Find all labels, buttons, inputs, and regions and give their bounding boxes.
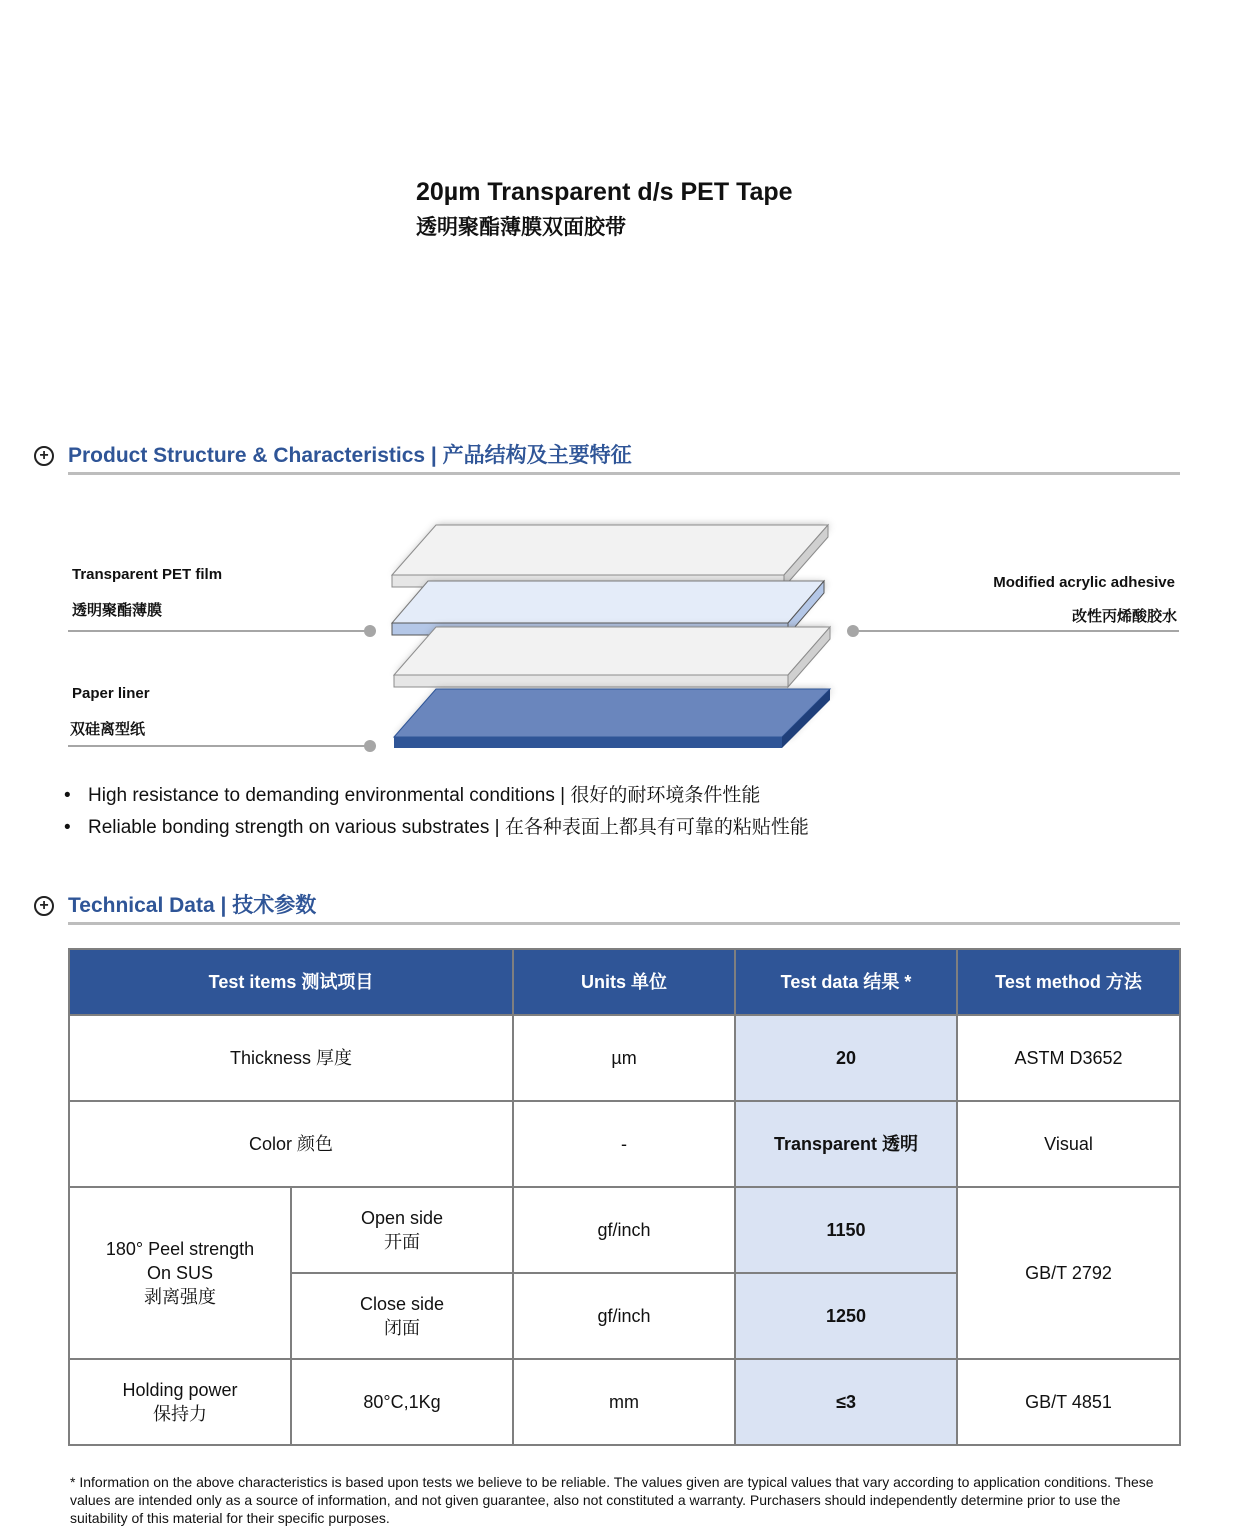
product-title-cn: 透明聚酯薄膜双面胶带	[416, 216, 626, 239]
plus-circle-icon: +	[34, 896, 54, 916]
unit-open-side: gf/inch	[513, 1187, 735, 1273]
leader-dot-pet	[364, 625, 376, 637]
value-close-side: 1250	[735, 1273, 957, 1359]
unit-close-side: gf/inch	[513, 1273, 735, 1359]
section-title-structure: Product Structure & Characteristics | 产品结构及主要特征	[68, 444, 632, 467]
item-holding-power: Holding power 保持力	[69, 1359, 291, 1445]
footnote: * Information on the above characteristics is based upon tests we believe to be reliable. The values given are typical values that vary according to application conditions. These values are intended only as a source of information, and not given guarantee, also not constituted a warranty. Purchasers should independently determine prior to use the suitability of this material for their specific purposes.	[70, 1474, 1154, 1526]
table-header-row	[69, 949, 1180, 1015]
value-holding-power: ≤3	[735, 1359, 957, 1445]
section-divider	[68, 472, 1180, 475]
col-header-test-items: Test items 测试项目	[69, 949, 513, 1015]
layer-structure-diagram	[380, 515, 850, 760]
paper-liner-layer	[394, 689, 832, 748]
unit-thickness: µm	[513, 1015, 735, 1101]
label-pet-film: Transparent PET film	[72, 566, 223, 583]
label-adhesive: Modified acrylic adhesive	[993, 574, 1175, 591]
table-row	[69, 1015, 1180, 1101]
label-pet-film-cn: 透明聚酯薄膜	[72, 602, 163, 619]
pet-film-top-layer	[392, 525, 830, 587]
table-row	[69, 1187, 1180, 1273]
leader-line-liner	[68, 745, 366, 747]
unit-holding-power: mm	[513, 1359, 735, 1445]
leader-dot-liner	[364, 740, 376, 752]
table-row	[69, 1101, 1180, 1187]
col-header-test-data: Test data 结果 *	[735, 949, 957, 1015]
method-peel: GB/T 2792	[957, 1187, 1180, 1359]
label-paper-liner-cn: 双硅离型纸	[70, 721, 146, 738]
label-adhesive-cn: 改性丙烯酸胶水	[1071, 608, 1177, 625]
col-header-test-method: Test method 方法	[957, 949, 1180, 1015]
col-header-units: Units 单位	[513, 949, 735, 1015]
feature-bullet: • High resistance to demanding environmental conditions | 很好的耐环境条件性能	[64, 785, 761, 806]
method-thickness: ASTM D3652	[957, 1015, 1180, 1101]
plus-circle-icon: +	[34, 446, 54, 466]
pet-film-bottom-layer	[394, 627, 832, 687]
section-title-technical: Technical Data | 技术参数	[68, 894, 317, 917]
feature-bullet: • Reliable bonding strength on various substrates | 在各种表面上都具有可靠的粘贴性能	[64, 817, 809, 838]
item-thickness: Thickness 厚度	[69, 1015, 513, 1101]
leader-line-adhesive	[852, 630, 1179, 632]
value-open-side: 1150	[735, 1187, 957, 1273]
item-color: Color 颜色	[69, 1101, 513, 1187]
method-holding-power: GB/T 4851	[957, 1359, 1180, 1445]
leader-line-pet	[68, 630, 366, 632]
value-thickness: 20	[735, 1015, 957, 1101]
unit-color: -	[513, 1101, 735, 1187]
technical-data-table	[68, 948, 1181, 1446]
section-divider	[68, 922, 1180, 925]
method-color: Visual	[957, 1101, 1180, 1187]
item-peel-strength: 180° Peel strength On SUS 剥离强度	[69, 1187, 291, 1359]
item-open-side: Open side 开面	[291, 1187, 513, 1273]
condition-holding-power: 80°C,1Kg	[291, 1359, 513, 1445]
table-row	[69, 1359, 1180, 1445]
value-color: Transparent 透明	[735, 1101, 957, 1187]
label-paper-liner: Paper liner	[72, 685, 150, 702]
item-close-side: Close side 闭面	[291, 1273, 513, 1359]
product-title: 20µm Transparent d/s PET Tape	[416, 178, 793, 206]
